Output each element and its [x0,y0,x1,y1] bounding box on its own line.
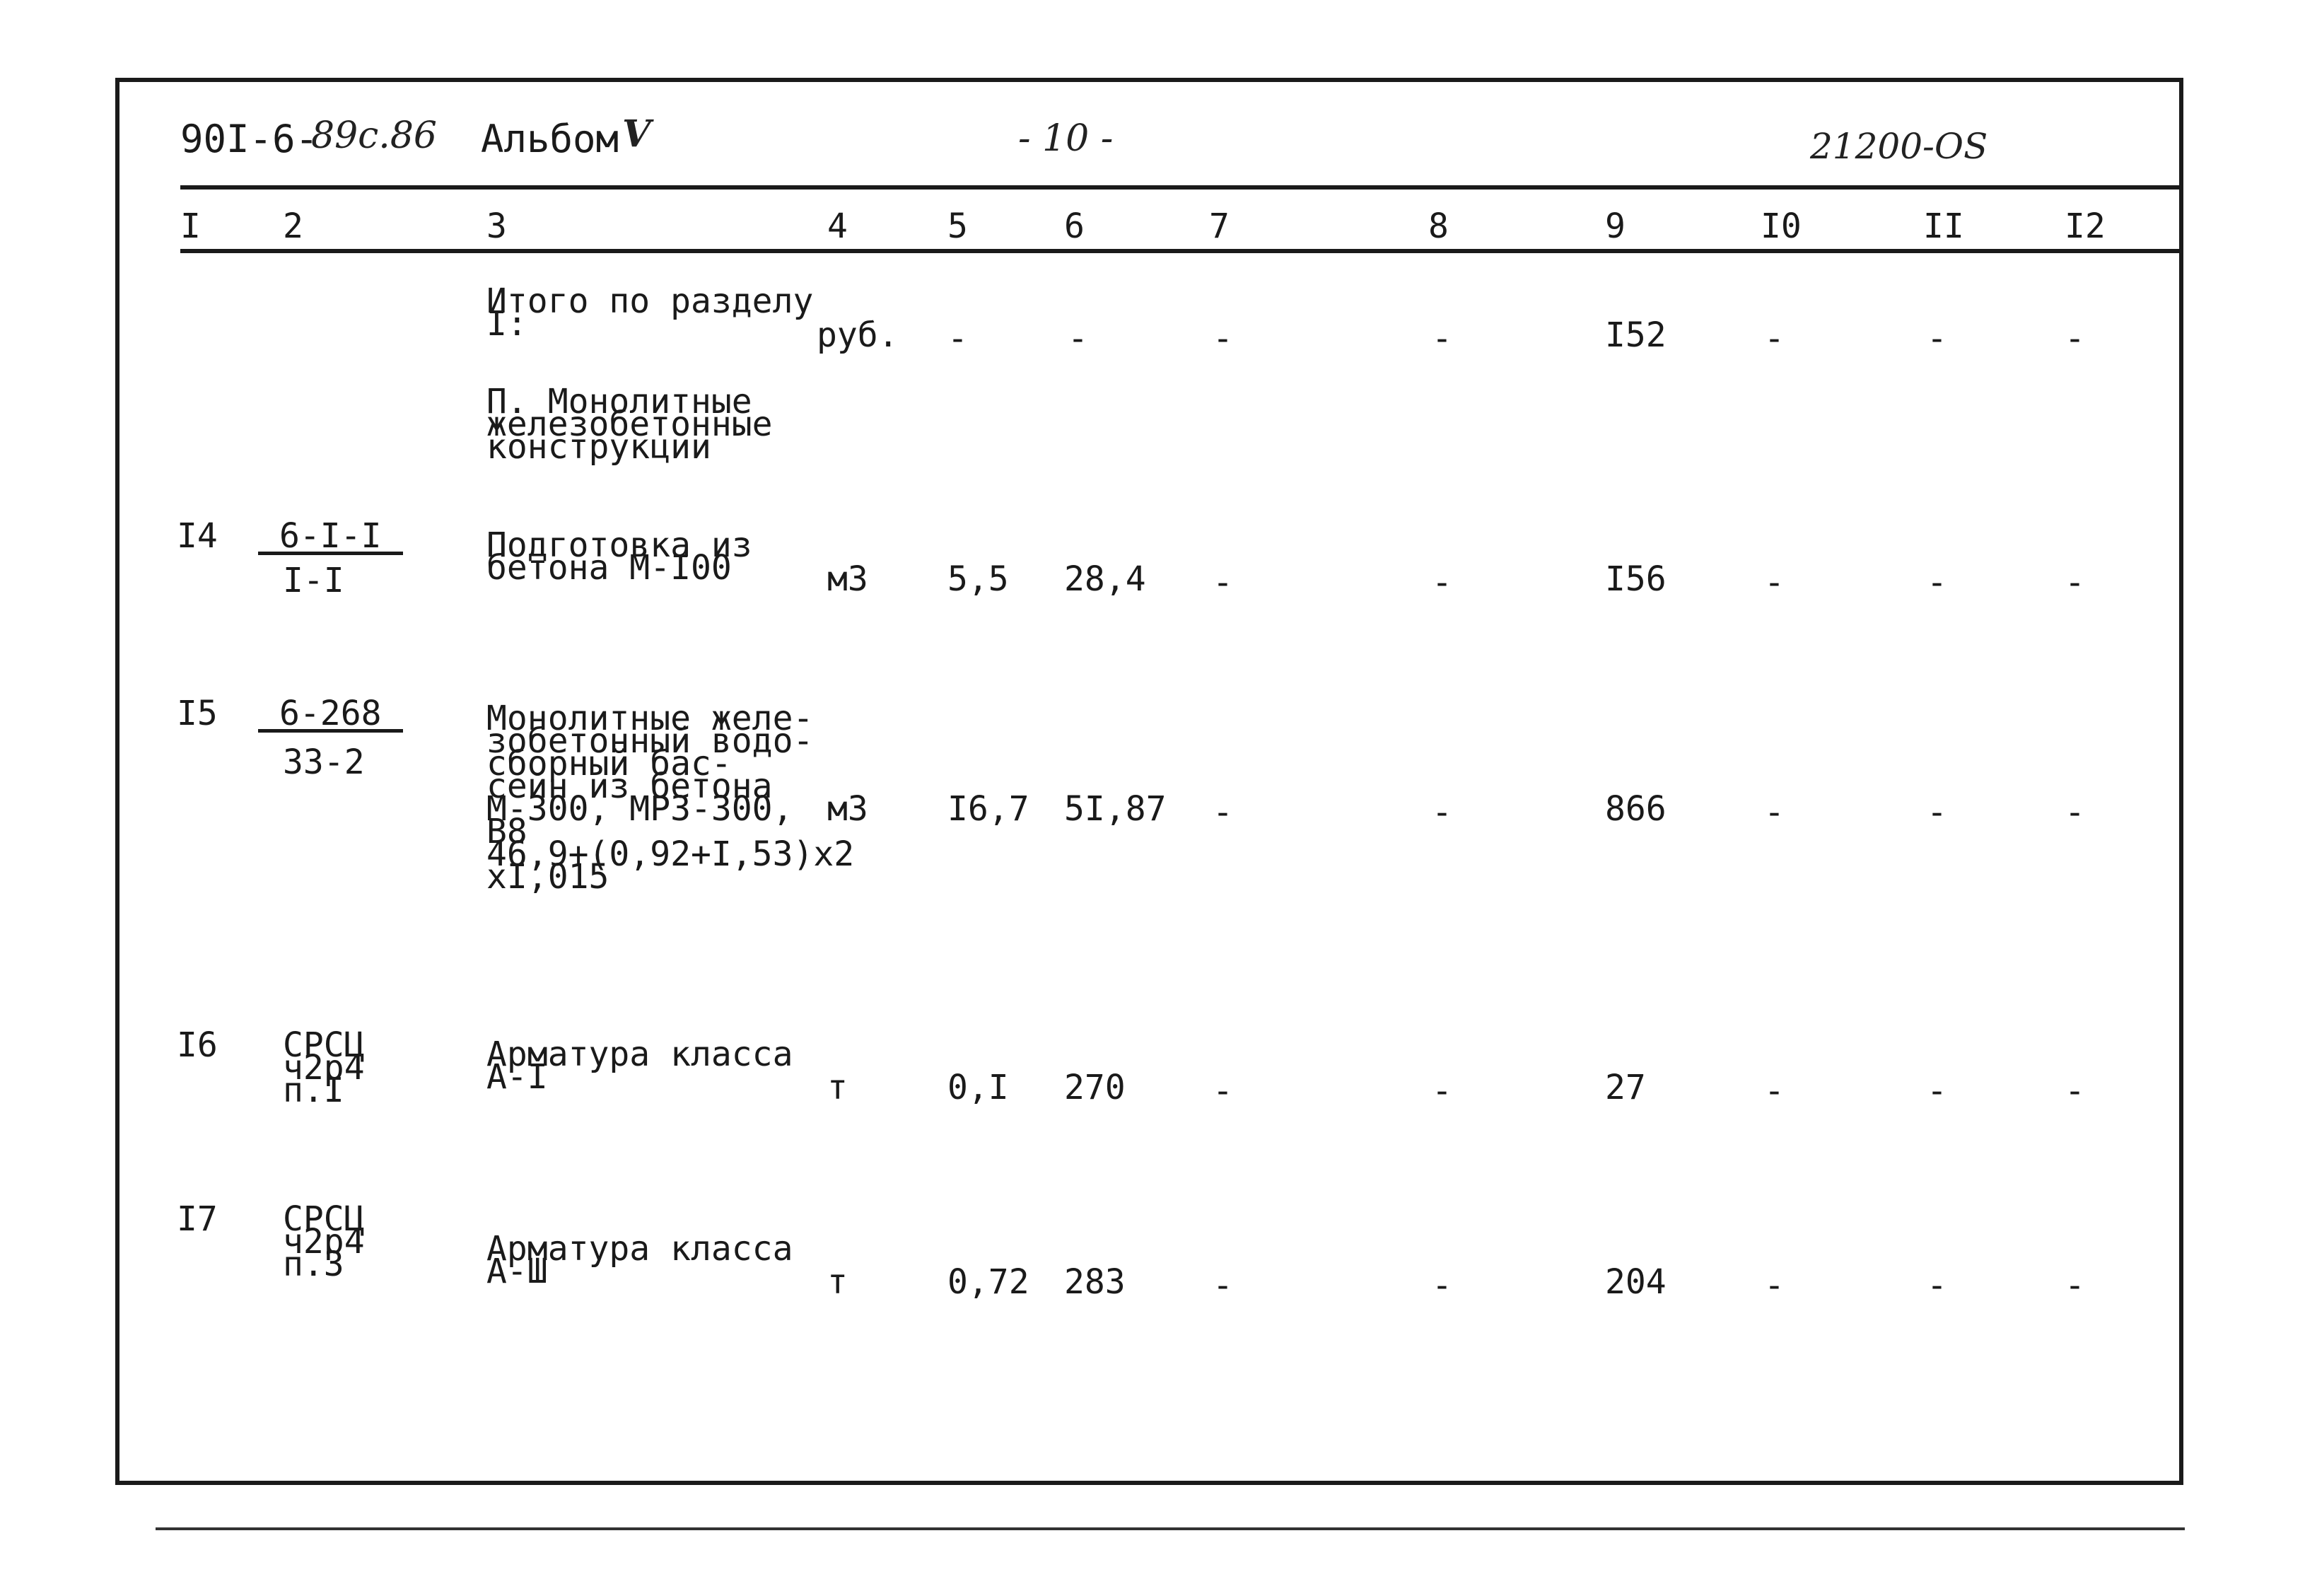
row14-col5: 5,5 [947,559,1009,599]
row15-code-bottom: 33-2 [283,742,365,782]
row15-col5: I6,7 [947,789,1029,829]
col-header-7: 7 [1209,206,1230,246]
row16-number: I6 [177,1025,218,1065]
row16-col12: - [2065,1071,2085,1111]
row15-col10: - [1764,793,1785,832]
total-col12: - [2065,319,2085,359]
row17-col9: 204 [1605,1262,1667,1302]
total-col9: I52 [1605,315,1667,355]
row15-col12: - [2065,793,2085,832]
col-header-5: 5 [947,206,968,246]
row17-col7: - [1213,1266,1233,1305]
row17-code: СРСЦ ч2р4 п.3 [283,1199,365,1284]
total-col7: - [1213,319,1233,359]
row16-col7: - [1213,1071,1233,1111]
total-col11: - [1927,319,1947,359]
document-frame [115,78,2183,1485]
row15-col8: - [1432,793,1452,832]
doc-code-handwritten: 89c.86 [311,115,437,157]
row14-col11: - [1927,563,1947,602]
total-unit: руб. [817,315,899,355]
row15-text: Монолитные желе- зобетонный водо- сборный бас- сейн из бетона М-300, МРЗ-300, В8 46,9+(0,92+I,53)x2 xI,015 [486,699,855,897]
row14-col8: - [1432,563,1452,602]
row14-code-bottom: I-I [283,561,344,600]
row17-number: I7 [177,1199,218,1239]
col-header-1: I [180,206,201,246]
row16-col6: 270 [1064,1068,1126,1107]
col-header-11: II [1923,206,1964,246]
row14-col6: 28,4 [1064,559,1146,599]
archive-number: 21200-OS [1810,126,1988,167]
row17-col12: - [2065,1266,2085,1305]
col-header-9: 9 [1605,206,1626,246]
row17-col11: - [1927,1266,1947,1305]
row14-code-top: 6-I-I [258,525,403,555]
total-text: Итого по разделу I: [486,281,814,344]
row17-col6: 283 [1064,1262,1126,1302]
album-label: Альбом [481,117,619,161]
row17-unit: т [827,1262,848,1302]
col-header-4: 4 [827,206,848,246]
row14-col10: - [1764,563,1785,602]
col-header-8: 8 [1428,206,1449,246]
total-col10: - [1764,319,1785,359]
row14-number: I4 [177,516,218,556]
row15-number: I5 [177,694,218,733]
row16-col9: 27 [1605,1068,1646,1107]
row17-col8: - [1432,1266,1452,1305]
page-number: - 10 - [1018,117,1114,160]
col-header-6: 6 [1064,206,1085,246]
row14-col12: - [2065,563,2085,602]
row14-unit: м3 [827,559,868,599]
row16-unit: т [827,1068,848,1107]
column-header-rule [180,249,2181,253]
col-header-2: 2 [283,206,303,246]
row15-code-top: 6-268 [258,702,403,733]
row15-col11: - [1927,793,1947,832]
row16-code: СРСЦ ч2р4 п.I [283,1025,365,1110]
page-bottom-rule [156,1527,2185,1530]
row16-col10: - [1764,1071,1785,1111]
row16-col5: 0,I [947,1068,1009,1107]
total-col6: - [1068,319,1088,359]
header-rule [180,185,2181,190]
row17-col10: - [1764,1266,1785,1305]
row14-col7: - [1213,563,1233,602]
row16-col8: - [1432,1071,1452,1111]
total-col5: - [947,319,968,359]
row17-text: Арматура класса А-Ш [486,1229,793,1291]
col-header-3: 3 [486,206,507,246]
doc-code: 90I-6- [180,117,319,161]
row15-col7: - [1213,793,1233,832]
col-header-12: I2 [2065,206,2106,246]
album-number: V [622,112,651,156]
section-heading: П. Монолитные железобетонные конструкции [486,382,773,467]
row17-col5: 0,72 [947,1262,1029,1302]
row16-text: Арматура класса А-I [486,1035,793,1097]
col-header-10: I0 [1761,206,1802,246]
row15-col9: 866 [1605,789,1667,829]
row14-col9: I56 [1605,559,1667,599]
row15-unit: м3 [827,789,868,829]
total-col8: - [1432,319,1452,359]
row16-col11: - [1927,1071,1947,1111]
row14-text: Подготовка из бетона М-I00 [486,525,752,588]
row15-col6: 5I,87 [1064,789,1167,829]
